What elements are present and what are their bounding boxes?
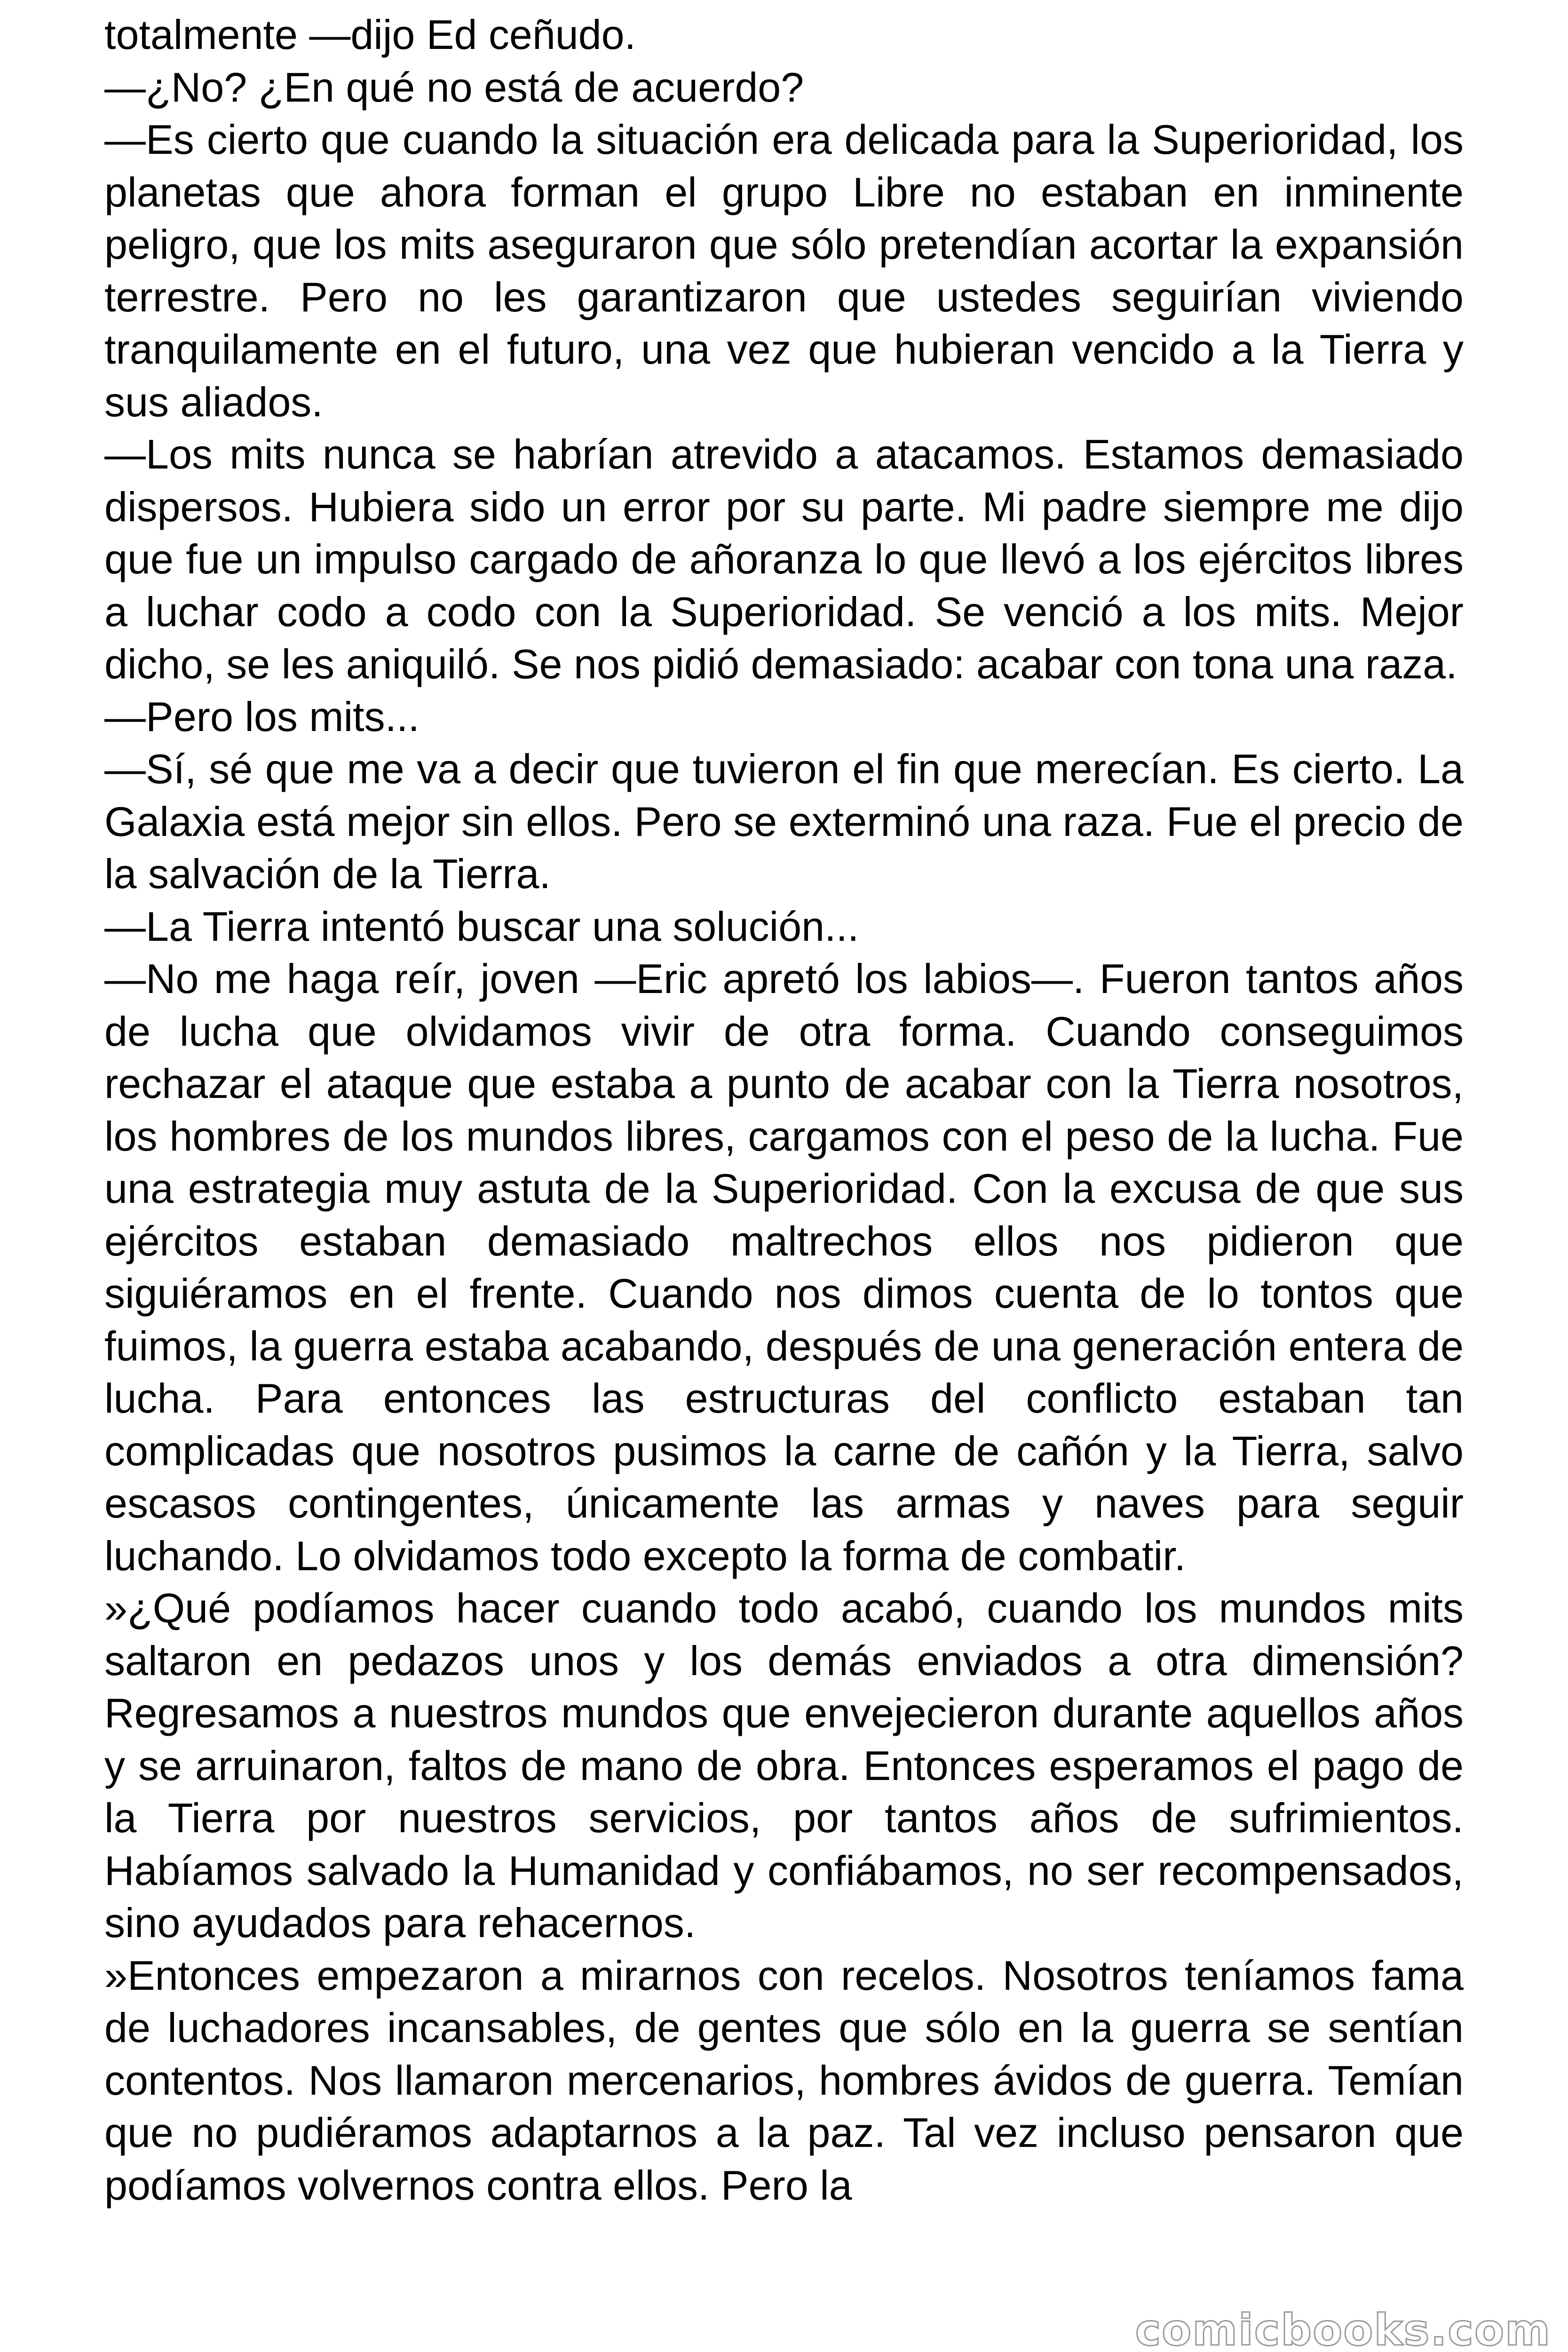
watermark-logo: comicbooks.com [1132, 2309, 1554, 2352]
paragraph: —Sí, sé que me va a decir que tuvieron el fin que merecían. Es cierto. La Galaxia está mejor sin ellos. Pero se exterminó una raza. Fue el precio de la salvación de la Tierra. [104, 746, 1464, 897]
paragraph: totalmente —dijo Ed ceñudo. [104, 11, 636, 58]
paragraph: —No me haga reír, joven —Eric apretó los labios—. Fueron tantos años de lucha que olvidamos vivir de otra forma. Cuando conseguimos rechazar el ataque que estaba a punto de acabar con la Tierra nosotros, los hombres de los mundos libres, cargamos con el peso de la lucha. Fue una estrategia muy astuta de la Superioridad. Con la excusa de que sus ejércitos estaban demasiado maltrechos ellos nos pidieron que siguiéramos en el frente. Cuando nos dimos cuenta de lo tontos que fuimos, la guerra estaba acabando, después de una generación entera de lucha. Para entonces las estructuras del conflicto estaban tan complicadas que nosotros pusimos la carne de cañón y la Tierra, salvo escasos contingentes, únicamente las armas y naves para seguir luchando. Lo olvidamos todo excepto la forma de combatir. [104, 955, 1464, 1579]
paragraph: —Pero los mits... [104, 693, 420, 740]
paragraph: »Entonces empezaron a mirarnos con recelos. Nosotros teníamos fama de luchadores incansables, de gentes que sólo en la guerra se sentían contentos. Nos llamaron mercenarios, hombres ávidos de guerra. Temían que no pudiéramos adaptarnos a la paz. Tal vez incluso pensaron que podíamos volvernos contra ellos. Pero la [104, 1952, 1464, 2209]
body-text [104, 8, 1464, 2211]
paragraph: —Es cierto que cuando la situación era delicada para la Superioridad, los planetas que ahora forman el grupo Libre no estaban en inminente peligro, que los mits aseguraron que sólo pretendían acortar la expansión terrestre. Pero no les garantizaron que ustedes seguirían viviendo tranquilamente en el futuro, una vez que hubieran vencido a la Tierra y sus aliados. [104, 116, 1464, 425]
paragraph: —Los mits nunca se habrían atrevido a atacamos. Estamos demasiado dispersos. Hubiera sido un error por su parte. Mi padre siempre me dijo que fue un impulso cargado de añoranza lo que llevó a los ejércitos libres a luchar codo a codo con la Superioridad. Se venció a los mits. Mejor dicho, se les aniquiló. Se nos pidió demasiado: acabar con tona una raza. [104, 431, 1464, 687]
paragraph: »¿Qué podíamos hacer cuando todo acabó, cuando los mundos mits saltaron en pedazos unos y los demás enviados a otra dimensión? Regresamos a nuestros mundos que envejecieron durante aquellos años y se arruinaron, faltos de mano de obra. Entonces esperamos el pago de la Tierra por nuestros servicios, por tantos años de sufrimientos. Habíamos salvado la Humanidad y confiábamos, no ser recompensados, sino ayudados para rehacernos. [104, 1585, 1464, 1946]
paragraph: —La Tierra intentó buscar una solución... [104, 903, 859, 950]
paragraph: —¿No? ¿En qué no está de acuerdo? [104, 64, 804, 111]
